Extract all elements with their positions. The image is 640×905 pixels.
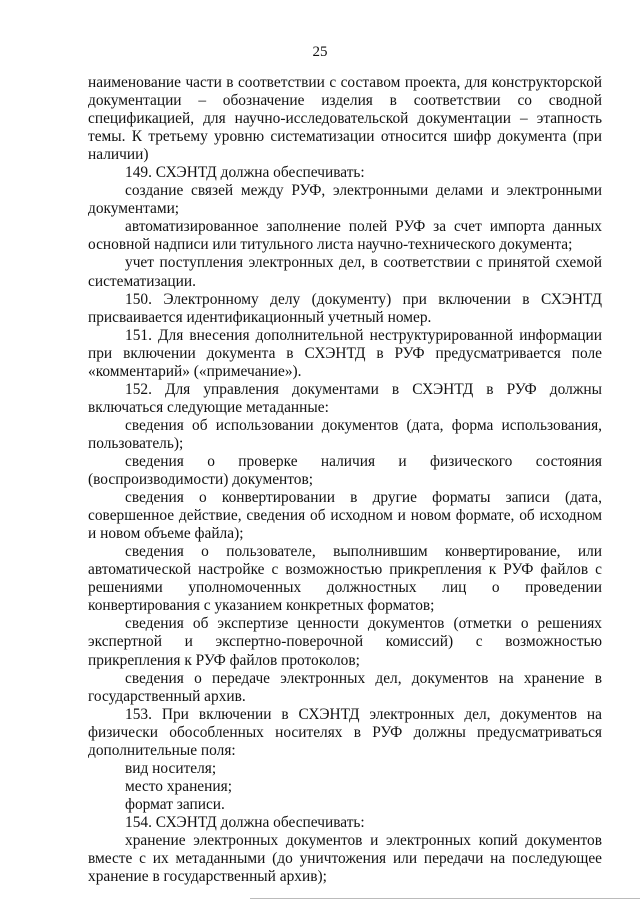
list-item: вид носителя; bbox=[125, 759, 217, 777]
page-number: 25 bbox=[312, 44, 328, 60]
list-item: формат записи. bbox=[125, 795, 225, 813]
clause-150: 150. Электронному делу (документу) при включении в СХЭНТД присваивается идентификационный учетный номер. bbox=[88, 290, 602, 326]
list-item: место хранения; bbox=[125, 777, 232, 795]
paragraph-continuation: наименование части в соответствии с составом проекта, для конструкторской документации – обозначение изделия в соответствии со сводной спецификацией, для научно-исследовательской документации – этапность темы. К третьему уровню систематизации относится шифр документа (при наличии) bbox=[88, 74, 602, 164]
clause-154: 154. СХЭНТД должна обеспечивать: bbox=[125, 813, 365, 831]
list-item: сведения о передаче электронных дел, документов на хранение в государственный архив. bbox=[88, 669, 602, 705]
list-item: сведения о пользователе, выполнившим конвертирование, или автоматической настройке с возможностью прикрепления к РУФ файлов с решениями уполномоченных должностных лиц о проведении конвертирования с указанием конкретных форматов; bbox=[88, 543, 602, 615]
scan-edge-line bbox=[250, 898, 640, 899]
clause-153: 153. При включении в СХЭНТД электронных дел, документов на физически обособленных носителях в РУФ должны предусматриваться дополнительные поля: bbox=[88, 705, 602, 759]
document-body bbox=[88, 74, 602, 886]
list-item: сведения о проверке наличия и физического состояния (воспроизводимости) документов; bbox=[88, 452, 602, 489]
list-item: автоматизированное заполнение полей РУФ за счет импорта данных основной надписи или титульного листа научно-технического документа; bbox=[88, 218, 602, 254]
list-item: создание связей между РУФ, электронными делами и электронными документами; bbox=[88, 182, 602, 218]
clause-151: 151. Для внесения дополнительной неструктурированной информации при включении документа в СХЭНТД в РУФ предусматривается поле «комментарий» («примечание»). bbox=[88, 326, 602, 380]
list-item: сведения о конвертировании в другие форматы записи (дата, совершенное действие, сведения об исходном и новом формате, об исходном и новом объеме файла); bbox=[88, 489, 602, 543]
list-item: сведения об экспертизе ценности документов (отметки о решениях экспертной и экспертно-поверочной комиссий) с возможностью прикрепления к РУФ файлов протоколов; bbox=[88, 615, 602, 669]
list-item: хранение электронных документов и электронных копий документов вместе с их метаданными (до уничтожения или передачи на последующее хранение в государственный архив); bbox=[88, 831, 602, 886]
clause-152: 152. Для управления документами в СХЭНТД в РУФ должны включаться следующие метаданные: bbox=[88, 380, 602, 416]
clause-149: 149. СХЭНТД должна обеспечивать: bbox=[125, 164, 365, 182]
list-item: учет поступления электронных дел, в соответствии с принятой схемой систематизации. bbox=[88, 254, 602, 290]
list-item: сведения об использовании документов (дата, форма использования, пользователь); bbox=[88, 416, 602, 452]
